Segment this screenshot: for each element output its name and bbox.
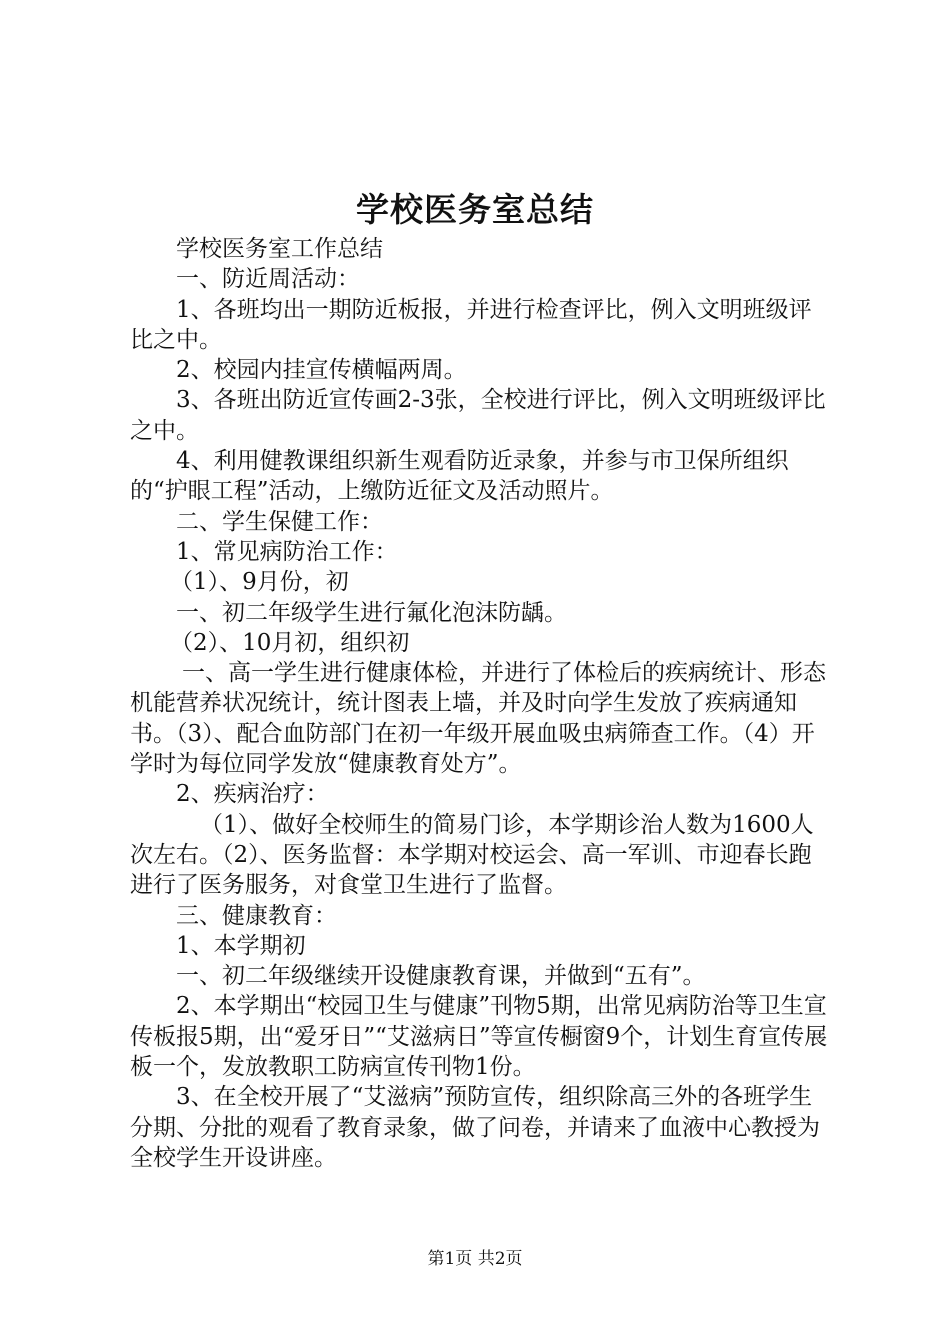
- paragraph: 1、各班均出一期防近板报，并进行检查评比，例入文明班级评比之中。: [130, 296, 812, 353]
- paragraph-heading: 学校医务室工作总结: [176, 236, 383, 262]
- paragraph: （2）、10月初，组织初: [170, 629, 410, 656]
- paragraph: 2、本学期出“校园卫生与健康”刊物5期，出常见病防治等卫生宣传板报5期，出“爱牙日”“艾滋病日”等宣传橱窗9个，计划生育宣传展板一个，发放教职工防病宣传刊物1份。: [130, 993, 828, 1081]
- paragraph: 一、初二年级学生进行氟化泡沫防龋。: [176, 599, 567, 626]
- document-body: [130, 234, 830, 1173]
- paragraph: 4、利用健教课组织新生观看防近录象，并参与市卫保所组织的“护眼工程”活动，上缴防近征文及活动照片。: [130, 448, 789, 505]
- section-heading-3: 三、健康教育：: [176, 902, 337, 929]
- paragraph: 3、各班出防近宣传画2-3张，全校进行评比，例入文明班级评比之中。: [130, 387, 826, 444]
- section-heading-1: 一、防近周活动：: [176, 266, 360, 293]
- page-number: 第1页 共2页: [427, 1249, 523, 1269]
- subsection-heading: 1、本学期初: [176, 932, 306, 959]
- subsection-heading: 2、疾病治疗：: [176, 781, 329, 808]
- section-heading-2: 二、学生保健工作：: [176, 508, 383, 535]
- paragraph: （1）、做好全校师生的简易门诊，本学期诊治人数为1600人次左右。（2）、医务监督：本学期对校运会、高一军训、市迎春长跑进行了医务服务，对食堂卫生进行了监督。: [130, 811, 814, 899]
- subsection-heading: 1、常见病防治工作：: [176, 538, 398, 565]
- paragraph: 一、初二年级继续开设健康教育课，并做到“五有”。: [176, 963, 706, 990]
- paragraph: （1）、9月份，初: [170, 569, 349, 596]
- paragraph: 一、高一学生进行健康体检，并进行了体检后的疾病统计、形态机能营养状况统计，统计图表上墙，并及时向学生发放了疾病通知书。（3）、配合血防部门在初一年级开展血吸虫病筛查工作。（4）开学时为每位同学发放“健康教育处方”。: [130, 660, 826, 778]
- document-title: 学校医务室总结: [356, 190, 594, 229]
- paragraph: 2、校园内挂宣传横幅两周。: [176, 357, 467, 384]
- paragraph: 3、在全校开展了“艾滋病”预防宣传，组织除高三外的各班学生分期、分批的观看了教育录象，做了问卷，并请来了血液中心教授为全校学生开设讲座。: [130, 1084, 820, 1171]
